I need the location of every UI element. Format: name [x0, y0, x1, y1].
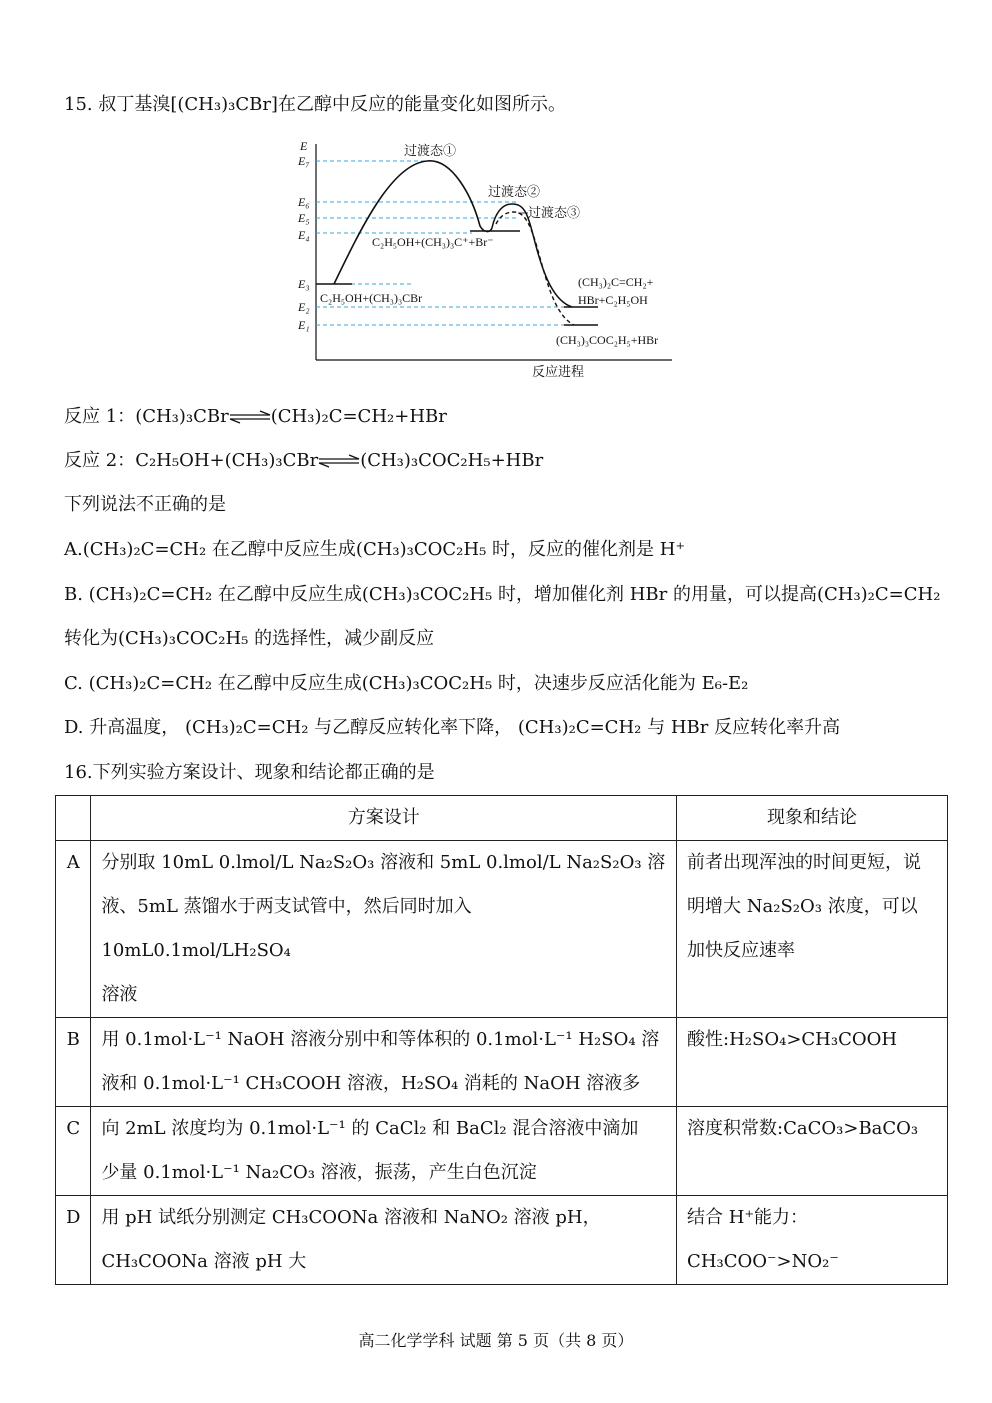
table-row — [56, 1018, 948, 1107]
plan-line: 用 0.1mol·L⁻¹ NaOH 溶液分别中和等体积的 0.1mol·L⁻¹ H₂SO₄ 溶 — [101, 1029, 660, 1050]
level-e1: E₁ — [298, 318, 310, 332]
plan-line: 分别取 10mL 0.lmol/L Na₂S₂O₃ 溶液和 5mL 0.lmol/L Na₂S₂O₃ 溶 — [101, 852, 666, 873]
conclusion-line: 明增大 Na₂S₂O₃ 浓度，可以 — [687, 896, 918, 917]
product1-label-1: (CH₃)₂C=CH₂+ — [578, 275, 654, 289]
option-d: D. 升高温度， (CH₃)₂C=CH₂ 与乙醇反应转化率下降， (CH₃)₂C=CH₂ 与 HBr 反应转化率升高 — [64, 717, 841, 738]
conclusion-line: 酸性:H₂SO₄>CH₃COOH — [687, 1029, 898, 1050]
row-letter: A — [56, 841, 91, 1018]
q16-table — [55, 795, 948, 1285]
q16-stem: 16.下列实验方案设计、现象和结论都正确的是 — [64, 762, 435, 783]
plan-line: 溶液 — [101, 984, 138, 1005]
table-header-row — [56, 796, 948, 841]
reaction-2 — [64, 448, 543, 474]
ts3-label: 过渡态③ — [528, 205, 581, 220]
level-e2: E₂ — [298, 300, 310, 314]
option-c: C. (CH₃)₂C=CH₂ 在乙醇中反应生成(CH₃)₃COC₂H₅ 时，决速步反应活化能为 E₆-E₂ — [64, 673, 749, 694]
product2-label: (CH₃)₃COC₂H₅+HBr — [556, 333, 659, 347]
reaction2-label: 反应 2： — [64, 450, 136, 471]
plan-line: 液和 0.1mol·L⁻¹ CH₃COOH 溶液，H₂SO₄ 消耗的 NaOH 溶液多 — [101, 1073, 641, 1094]
y-axis-label: E — [300, 139, 308, 153]
reaction2-left: C₂H₅OH+(CH₃)₃CBr — [135, 450, 319, 471]
table-row — [56, 841, 948, 1018]
curve-ts1 — [334, 161, 492, 284]
row-letter: C — [56, 1107, 91, 1196]
ts2-label: 过渡态② — [488, 184, 541, 199]
intermediate-label: C₂H₅OH+(CH₃)₃C⁺+Br⁻ — [372, 235, 494, 249]
plan-line: 少量 0.1mol·L⁻¹ Na₂CO₃ 溶液，振荡，产生白色沉淀 — [101, 1162, 537, 1183]
conclusion-line: 结合 H⁺能力：CH₃COO⁻>NO₂⁻ — [687, 1207, 839, 1272]
plan-line: 用 pH 试纸分别测定 CH₃COONa 溶液和 NaNO₂ 溶液 pH， — [101, 1207, 601, 1228]
option-b-line1: B. (CH₃)₂C=CH₂ 在乙醇中反应生成(CH₃)₃COC₂H₅ 时，增加催化剂 HBr 的用量，可以提高(CH₃)₂C=CH₂ — [64, 584, 941, 605]
equilibrium-arrow-icon — [318, 454, 360, 468]
reaction-1 — [64, 404, 447, 430]
q15-stem: 15. 叔丁基溴[(CH₃)₃CBr]在乙醇中反应的能量变化如图所示。 — [64, 94, 566, 115]
plan-line: 向 2mL 浓度均为 0.1mol·L⁻¹ 的 CaCl₂ 和 BaCl₂ 混合溶液中滴加 — [101, 1118, 639, 1139]
plan-line: 液、5mL 蒸馏水于两支试管中，然后同时加入 10mL0.1mol/LH₂SO₄ — [101, 896, 472, 961]
reaction2-right: (CH₃)₃COC₂H₅+HBr — [360, 450, 544, 471]
product1-label-2: HBr+C₂H₅OH — [578, 293, 648, 307]
level-e6: E₆ — [298, 195, 310, 209]
row-letter: B — [56, 1018, 91, 1107]
equilibrium-arrow-icon — [229, 410, 271, 424]
conclusion-line: 加快反应速率 — [687, 940, 796, 961]
level-e4: E₄ — [298, 228, 310, 242]
conclusion-line: 溶度积常数:CaCO₃>BaCO₃ — [687, 1118, 919, 1139]
ts1-label: 过渡态① — [404, 143, 457, 158]
option-b-line2: 转化为(CH₃)₃COC₂H₅ 的选择性，减少副反应 — [64, 628, 435, 649]
table-row — [56, 1107, 948, 1196]
q15-prompt: 下列说法不正确的是 — [64, 494, 226, 515]
energy-diagram — [292, 136, 702, 384]
reaction1-left: (CH₃)₃CBr — [135, 406, 229, 427]
header-empty — [56, 796, 91, 841]
curve-ts3 — [496, 212, 574, 325]
reaction1-label: 反应 1： — [64, 406, 136, 427]
level-e3: E₃ — [298, 277, 310, 291]
header-plan: 方案设计 — [91, 796, 677, 841]
x-axis-label: 反应进程 — [532, 364, 585, 379]
reactant-label: C₂H₅OH+(CH₃)₃CBr — [320, 291, 423, 305]
row-letter: D — [56, 1196, 91, 1285]
table-row — [56, 1196, 948, 1285]
reaction1-right: (CH₃)₂C=CH₂+HBr — [270, 406, 447, 427]
level-e7: E₇ — [298, 154, 310, 168]
level-e5: E₅ — [298, 211, 310, 225]
option-a: A.(CH₃)₂C=CH₂ 在乙醇中反应生成(CH₃)₃COC₂H₅ 时，反应的催化剂是 H⁺ — [64, 539, 685, 560]
page-footer: 高二化学学科 试题 第 5 页（共 8 页） — [358, 1331, 634, 1350]
conclusion-line: 前者出现浑浊的时间更短，说 — [687, 852, 922, 873]
plan-line: CH₃COONa 溶液 pH 大 — [101, 1251, 307, 1272]
header-conclusion: 现象和结论 — [677, 796, 948, 841]
